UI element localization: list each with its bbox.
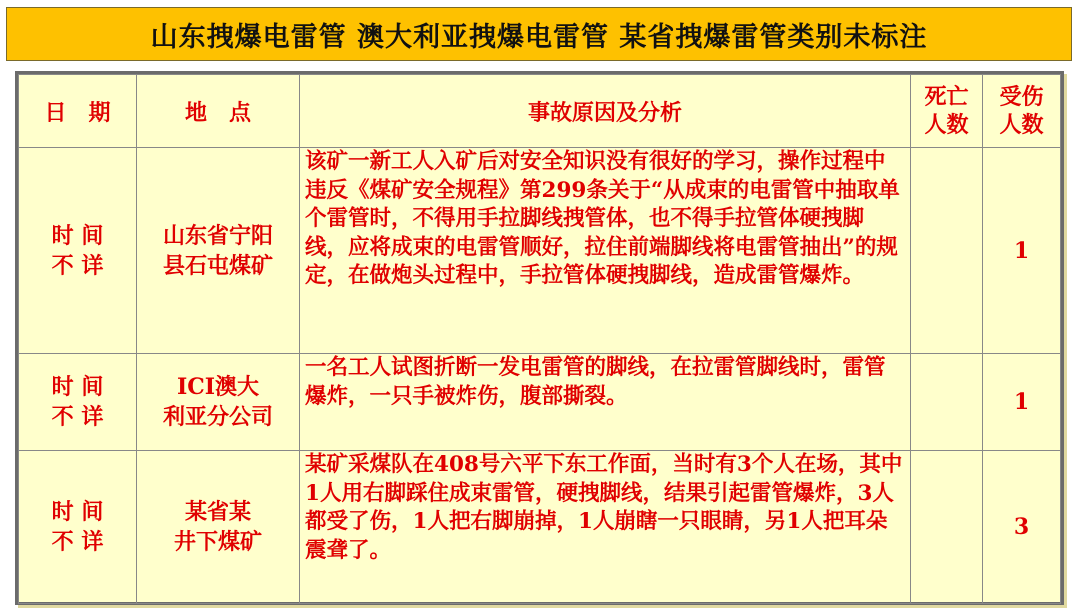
row-place	[137, 354, 300, 451]
table-row	[19, 354, 1061, 451]
row-date-line1: 时 间	[51, 374, 104, 400]
row-place-line2: 县石屯煤矿	[162, 252, 273, 279]
row-analysis: 该矿一新工人入矿后对安全知识没有很好的学习，操作过程中违反《煤矿安全规程》第299条关于“从成束的电雷管中抽取单个雷管时，不得用手拉脚线拽管体，也不得手拉管体硬拽脚线，应将成束的电雷管顺好，拉住前端脚线将电雷管抽出”的规定，在做炮头过程中，手拉管体硬拽脚线，造成雷管爆炸。	[300, 148, 911, 354]
table-row	[19, 148, 1061, 354]
header-date: 日 期	[19, 75, 137, 148]
row-dead	[911, 148, 983, 354]
row-place	[137, 148, 300, 354]
header-dead-line2: 人数	[924, 112, 969, 138]
row-injured: 1	[983, 354, 1061, 451]
header-dead	[911, 75, 983, 148]
row-date	[19, 148, 137, 354]
row-date	[19, 451, 137, 604]
slide-title: 山东拽爆电雷管 澳大利亚拽爆电雷管 某省拽爆雷管类别未标注	[6, 7, 1072, 61]
header-injured-line2: 人数	[999, 112, 1044, 138]
row-place-line1: 山东省宁阳	[162, 222, 273, 249]
row-injured: 3	[983, 451, 1061, 604]
row-place	[137, 451, 300, 604]
row-date-line1: 时 间	[51, 499, 104, 525]
accident-table	[15, 71, 1064, 605]
row-analysis: 一名工人试图折断一发电雷管的脚线，在拉雷管脚线时，雷管爆炸，一只手被炸伤，腹部撕裂。	[300, 354, 911, 451]
header-place: 地 点	[137, 75, 300, 148]
row-analysis: 某矿采煤队在408号六平下东工作面，当时有3个人在场，其中1人用右脚踩住成束雷管，硬拽脚线，结果引起雷管爆炸，3人都受了伤，1人把右脚崩掉，1人崩瞎一只眼睛，另1人把耳朵震聋了。	[300, 451, 911, 604]
row-date	[19, 354, 137, 451]
table-header-row	[19, 75, 1061, 148]
row-date-line1: 时 间	[51, 222, 104, 249]
row-date-line2: 不 详	[51, 252, 104, 279]
row-place-line1: ICI澳大	[176, 374, 260, 400]
header-dead-line1: 死亡	[924, 84, 969, 110]
row-place-line2: 井下煤矿	[173, 529, 262, 555]
row-injured: 1	[983, 148, 1061, 354]
row-date-line2: 不 详	[51, 529, 104, 555]
row-dead	[911, 354, 983, 451]
header-injured	[983, 75, 1061, 148]
header-injured-line1: 受伤	[999, 84, 1044, 110]
table-row	[19, 451, 1061, 604]
header-analysis: 事故原因及分析	[300, 75, 911, 148]
row-dead	[911, 451, 983, 604]
row-date-line2: 不 详	[51, 404, 104, 430]
row-place-line2: 利亚分公司	[162, 404, 273, 430]
row-place-line1: 某省某	[184, 499, 251, 525]
